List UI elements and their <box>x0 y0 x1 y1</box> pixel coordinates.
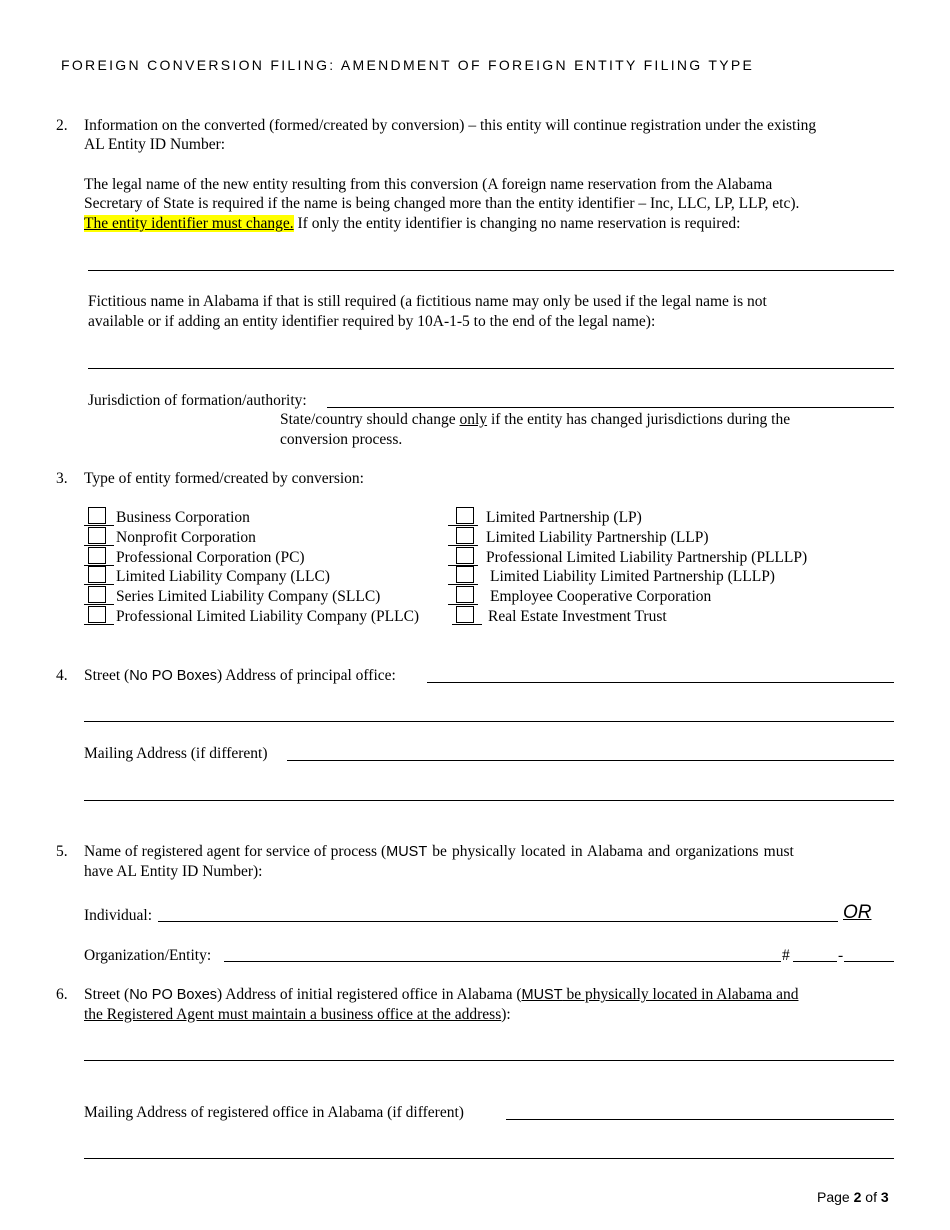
checkbox-nonprofit-corporation[interactable] <box>88 527 106 544</box>
jurisdiction-note-post: if the entity has changed jurisdictions during the <box>487 411 791 428</box>
entity-identifier-highlight: The entity identifier must change. <box>84 215 294 232</box>
registered-office-must: MUST <box>521 987 563 1003</box>
section-3-label: Type of entity formed/created by conversion: <box>84 470 364 487</box>
option-label: Limited Liability Company (LLC) <box>116 568 330 585</box>
checkbox-llp[interactable] <box>456 527 474 544</box>
jurisdiction-note-1 <box>280 410 790 429</box>
checkbox-underline <box>84 624 114 625</box>
principal-office-label <box>84 666 396 686</box>
section-2-line1: Information on the converted (formed/created by conversion) – this entity will continue registration under the existing <box>84 117 817 134</box>
registered-agent-must: MUST <box>386 844 428 860</box>
fictitious-name-field[interactable] <box>88 368 894 369</box>
fictitious-name-instructions-2: available or if adding an entity identifier required by 10A-1-5 to the end of the legal name): <box>88 313 656 330</box>
jurisdiction-note-2: conversion process. <box>280 431 403 448</box>
registered-office-mailing-field-line2[interactable] <box>84 1158 894 1159</box>
principal-office-post: ) Address of principal office: <box>217 667 396 684</box>
legal-name-instructions-2: Secretary of State is required if the name is being changed more than the entity identifier – Inc, LLC, LP, LLP, etc). <box>84 195 800 212</box>
option-label: Real Estate Investment Trust <box>488 608 667 625</box>
or-label: OR <box>843 902 872 923</box>
section-3-number: 3. <box>56 470 68 487</box>
legal-name-instructions-1: The legal name of the new entity resulting from this conversion (A foreign name reservation from the Alabama <box>84 176 773 193</box>
no-po-boxes: No PO Boxes <box>129 987 218 1003</box>
checkbox-pllc[interactable] <box>88 606 106 623</box>
checkbox-underline <box>448 604 478 605</box>
mailing-address-label: Mailing Address (if different) <box>84 745 268 762</box>
option-label: Employee Cooperative Corporation <box>490 588 712 605</box>
page-current: 2 <box>853 1189 862 1205</box>
individual-label: Individual: <box>84 907 153 924</box>
option-label: Series Limited Liability Company (SLLC) <box>116 588 381 605</box>
mailing-address-field-line2[interactable] <box>84 800 894 801</box>
mailing-address-field[interactable] <box>287 760 894 761</box>
checkbox-reit[interactable] <box>456 606 474 623</box>
registered-office-line1 <box>84 985 798 1005</box>
individual-agent-field[interactable] <box>158 921 838 922</box>
page-number <box>817 1188 889 1207</box>
entity-id-hash: # <box>782 947 790 964</box>
registered-agent-line2: have AL Entity ID Number): <box>84 863 263 880</box>
principal-office-pre: Street ( <box>84 667 130 684</box>
fictitious-name-instructions-1: Fictitious name in Alabama if that is still required (a fictitious name may only be used if the legal name is not <box>88 293 767 310</box>
registered-office-mailing-label: Mailing Address of registered office in Alabama (if different) <box>84 1104 464 1121</box>
legal-name-instructions-3 <box>84 214 740 233</box>
jurisdiction-note-only: only <box>459 411 488 428</box>
registered-office-mailing-field[interactable] <box>506 1119 894 1120</box>
checkbox-lp[interactable] <box>456 507 474 524</box>
no-po-boxes: No PO Boxes <box>129 668 218 684</box>
checkbox-business-corporation[interactable] <box>88 507 106 524</box>
registered-office-mid: ) Address of initial registered office in Alabama ( <box>217 986 522 1003</box>
legal-name-instructions-3-rest: If only the entity identifier is changing no name reservation is required: <box>293 215 741 232</box>
jurisdiction-field[interactable] <box>327 407 894 408</box>
registered-office-field[interactable] <box>84 1060 894 1061</box>
section-2-line2: AL Entity ID Number: <box>84 136 226 153</box>
section-2-number: 2. <box>56 117 68 134</box>
registered-agent-pre: Name of registered agent for service of process ( <box>84 843 387 860</box>
organization-agent-field[interactable] <box>224 961 781 962</box>
page-word: Page <box>817 1189 854 1205</box>
principal-office-field[interactable] <box>427 682 894 683</box>
option-label: Professional Limited Liability Company (PLLC) <box>116 608 420 625</box>
option-label: Professional Corporation (PC) <box>116 549 305 566</box>
jurisdiction-label: Jurisdiction of formation/authority: <box>88 392 307 409</box>
checkbox-underline <box>448 545 478 546</box>
checkbox-sllc[interactable] <box>88 586 106 603</box>
registered-office-must-rest: be physically located in Alabama and <box>562 986 799 1003</box>
checkbox-employee-cooperative[interactable] <box>456 586 474 603</box>
entity-id-dash: - <box>838 947 844 964</box>
checkbox-underline <box>84 525 114 526</box>
page-total: 3 <box>880 1189 889 1205</box>
registered-office-must-rest-2: the Registered Agent must maintain a business office at the address <box>84 1006 502 1023</box>
entity-id-field-part2[interactable] <box>844 961 894 962</box>
option-label: Professional Limited Liability Partnership (PLLLP) <box>486 549 808 566</box>
jurisdiction-note-pre: State/country should change <box>280 411 460 428</box>
checkbox-underline <box>448 525 478 526</box>
option-label: Business Corporation <box>116 509 250 526</box>
option-label: Limited Liability Limited Partnership (LLLP) <box>490 568 775 585</box>
section-5-number: 5. <box>56 843 68 860</box>
checkbox-plllp[interactable] <box>456 547 474 564</box>
registered-agent-line1 <box>84 842 894 862</box>
section-4-number: 4. <box>56 667 68 684</box>
checkbox-llc[interactable] <box>88 566 106 583</box>
section-6-number: 6. <box>56 986 68 1003</box>
checkbox-underline <box>84 584 114 585</box>
checkbox-underline <box>84 545 114 546</box>
checkbox-underline <box>452 624 482 625</box>
registered-agent-post: be physically located in Alabama and organizations must <box>427 843 794 860</box>
principal-office-field-line2[interactable] <box>84 721 894 722</box>
registered-office-pre: Street ( <box>84 986 130 1003</box>
checkbox-professional-corporation[interactable] <box>88 547 106 564</box>
page-header-title: FOREIGN CONVERSION FILING: AMENDMENT OF FOREIGN ENTITY FILING TYPE <box>61 57 755 73</box>
entity-id-field-part1[interactable] <box>793 961 837 962</box>
organization-label: Organization/Entity: <box>84 947 212 964</box>
registered-office-close: ): <box>501 1006 511 1023</box>
registered-office-line2 <box>84 1005 511 1024</box>
checkbox-underline <box>84 604 114 605</box>
option-label: Limited Liability Partnership (LLP) <box>486 529 709 546</box>
option-label: Limited Partnership (LP) <box>486 509 642 526</box>
of-word: of <box>861 1189 881 1205</box>
option-label: Nonprofit Corporation <box>116 529 256 546</box>
checkbox-lllp[interactable] <box>456 566 474 583</box>
checkbox-underline <box>448 584 478 585</box>
legal-name-field[interactable] <box>88 270 894 271</box>
